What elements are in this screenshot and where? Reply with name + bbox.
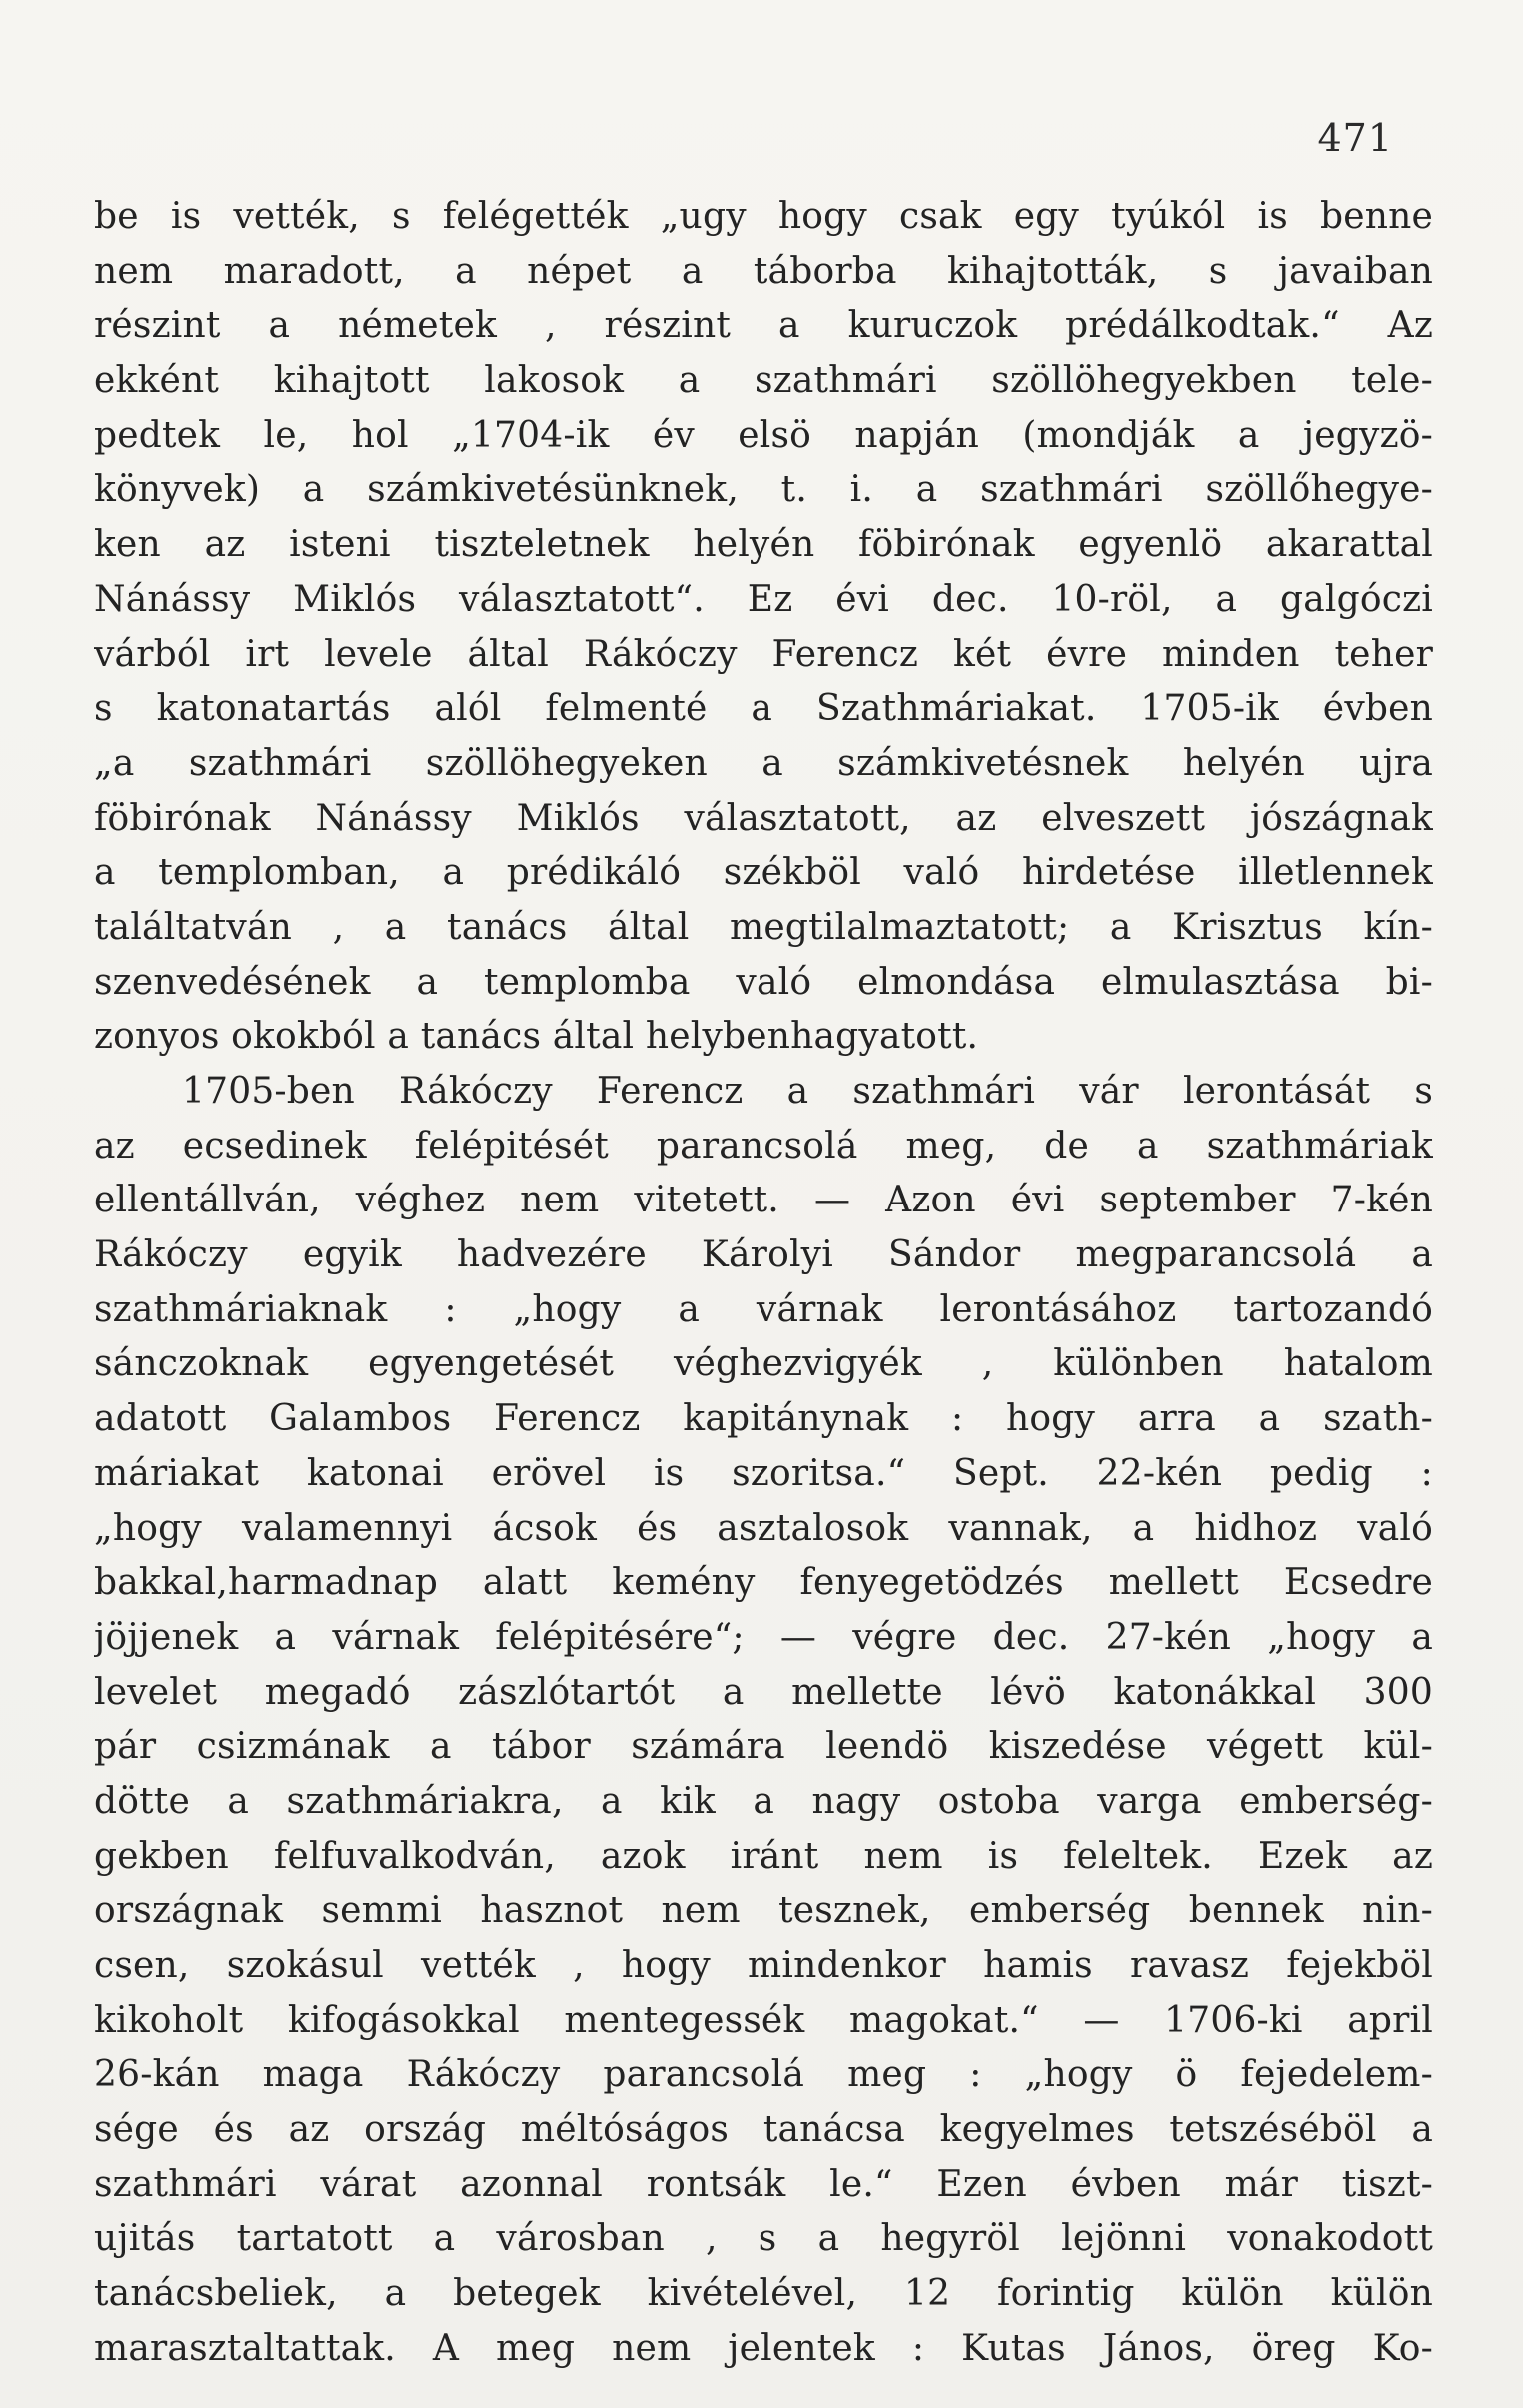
- text-line: szathmári várat azonnal rontsák le.“ Ezen évben már tiszt-: [94, 2163, 1433, 2205]
- text-line: s katonatartás alól felmenté a Szathmáriakat. 1705-ik évben: [94, 688, 1433, 730]
- text-line: szathmáriaknak : „hogy a várnak lerontásához tartozandó: [94, 1288, 1433, 1330]
- text-line: levelet megadó zászlótartót a mellette lévö katonákkal 300: [94, 1671, 1433, 1713]
- text-line: szenvedésének a templomba való elmondása elmulasztása bi-: [94, 961, 1433, 1003]
- text-line: az ecsedinek felépitését parancsolá meg, de a szathmáriak: [94, 1125, 1433, 1167]
- text-line: Nánássy Miklós választatott“. Ez évi dec. 10-röl, a galgóczi: [94, 578, 1433, 620]
- text-line: 26-kán maga Rákóczy parancsolá meg : „hogy ö fejedelem-: [94, 2054, 1433, 2096]
- text-line: kikoholt kifogásokkal mentegessék magokat.“ — 1706-ki april: [94, 1999, 1433, 2041]
- text-line: ekként kihajtott lakosok a szathmári szöllöhegyekben tele-: [94, 360, 1433, 402]
- text-line: ellentállván, véghez nem vitetett. — Azon évi september 7-kén: [94, 1180, 1433, 1221]
- text-line: találtatván , a tanács által megtilalmaztatott; a Krisztus kín-: [94, 906, 1433, 948]
- text-line: a templomban, a prédikáló székböl való hirdetése illetlennek: [94, 852, 1433, 894]
- paragraph-start-line: 1705-ben Rákóczy Ferencz a szathmári vár lerontását s: [182, 1071, 1433, 1112]
- text-line: országnak semmi hasznot nem tesznek, emberség bennek nin-: [94, 1890, 1433, 1932]
- text-line: jöjjenek a várnak felépitésére“; — végre dec. 27-kén „hogy a: [94, 1616, 1433, 1658]
- text-line: sánczoknak egyengetését véghezvigyék , különben hatalom: [94, 1343, 1433, 1385]
- text-line: máriakat katonai erövel is szoritsa.“ Sept. 22-kén pedig :: [94, 1452, 1433, 1494]
- text-line: pár csizmának a tábor számára leendö kiszedése végett kül-: [94, 1726, 1433, 1768]
- text-line: sége és az ország méltóságos tanácsa kegyelmes tetszéséböl a: [94, 2109, 1433, 2151]
- text-line: adatott Galambos Ferencz kapitánynak : hogy arra a szath-: [94, 1398, 1433, 1440]
- text-line: Rákóczy egyik hadvezére Károlyi Sándor megparancsolá a: [94, 1234, 1433, 1276]
- page-number: 471: [1317, 116, 1393, 160]
- text-line: be is vették, s felégették „ugy hogy csak egy tyúkól is benne: [94, 196, 1433, 237]
- text-line: ujitás tartatott a városban , s a hegyröl lejönni vonakodott: [94, 2218, 1433, 2260]
- body-text: [94, 190, 1433, 2377]
- text-line: bakkal,harmadnap alatt kemény fenyegetödzés mellett Ecsedre: [94, 1562, 1433, 1604]
- text-line: nem maradott, a népet a táborba kihajtották, s javaiban: [94, 250, 1433, 292]
- text-line: várból irt levele által Rákóczy Ferencz két évre minden teher: [94, 633, 1433, 675]
- text-line: részint a németek , részint a kuruczok prédálkodtak.“ Az: [94, 305, 1433, 347]
- text-line: gekben felfuvalkodván, azok iránt nem is feleltek. Ezek az: [94, 1835, 1433, 1877]
- text-line: pedtek le, hol „1704-ik év elsö napján (mondják a jegyzö-: [94, 414, 1433, 456]
- text-line: „hogy valamennyi ácsok és asztalosok vannak, a hidhoz való: [94, 1507, 1433, 1549]
- paragraph-end-line: zonyos okokból a tanács által helybenhagyatott.: [94, 1016, 979, 1058]
- text-line: ken az isteni tiszteletnek helyén föbirónak egyenlö akarattal: [94, 524, 1433, 566]
- text-line: könyvek) a számkivetésünknek, t. i. a szathmári szöllőhegye-: [94, 469, 1433, 511]
- text-line: marasztaltattak. A meg nem jelentek : Kutas János, öreg Ko-: [94, 2327, 1433, 2369]
- text-line: csen, szokásul vették , hogy mindenkor hamis ravasz fejekböl: [94, 1945, 1433, 1986]
- text-line: föbirónak Nánássy Miklós választatott, az elveszett jószágnak: [94, 797, 1433, 839]
- text-line: dötte a szathmáriakra, a kik a nagy ostoba varga emberség-: [94, 1780, 1433, 1822]
- text-line: „a szathmári szöllöhegyeken a számkivetésnek helyén ujra: [94, 742, 1433, 784]
- text-line: tanácsbeliek, a betegek kivételével, 12 forintig külön külön: [94, 2273, 1433, 2315]
